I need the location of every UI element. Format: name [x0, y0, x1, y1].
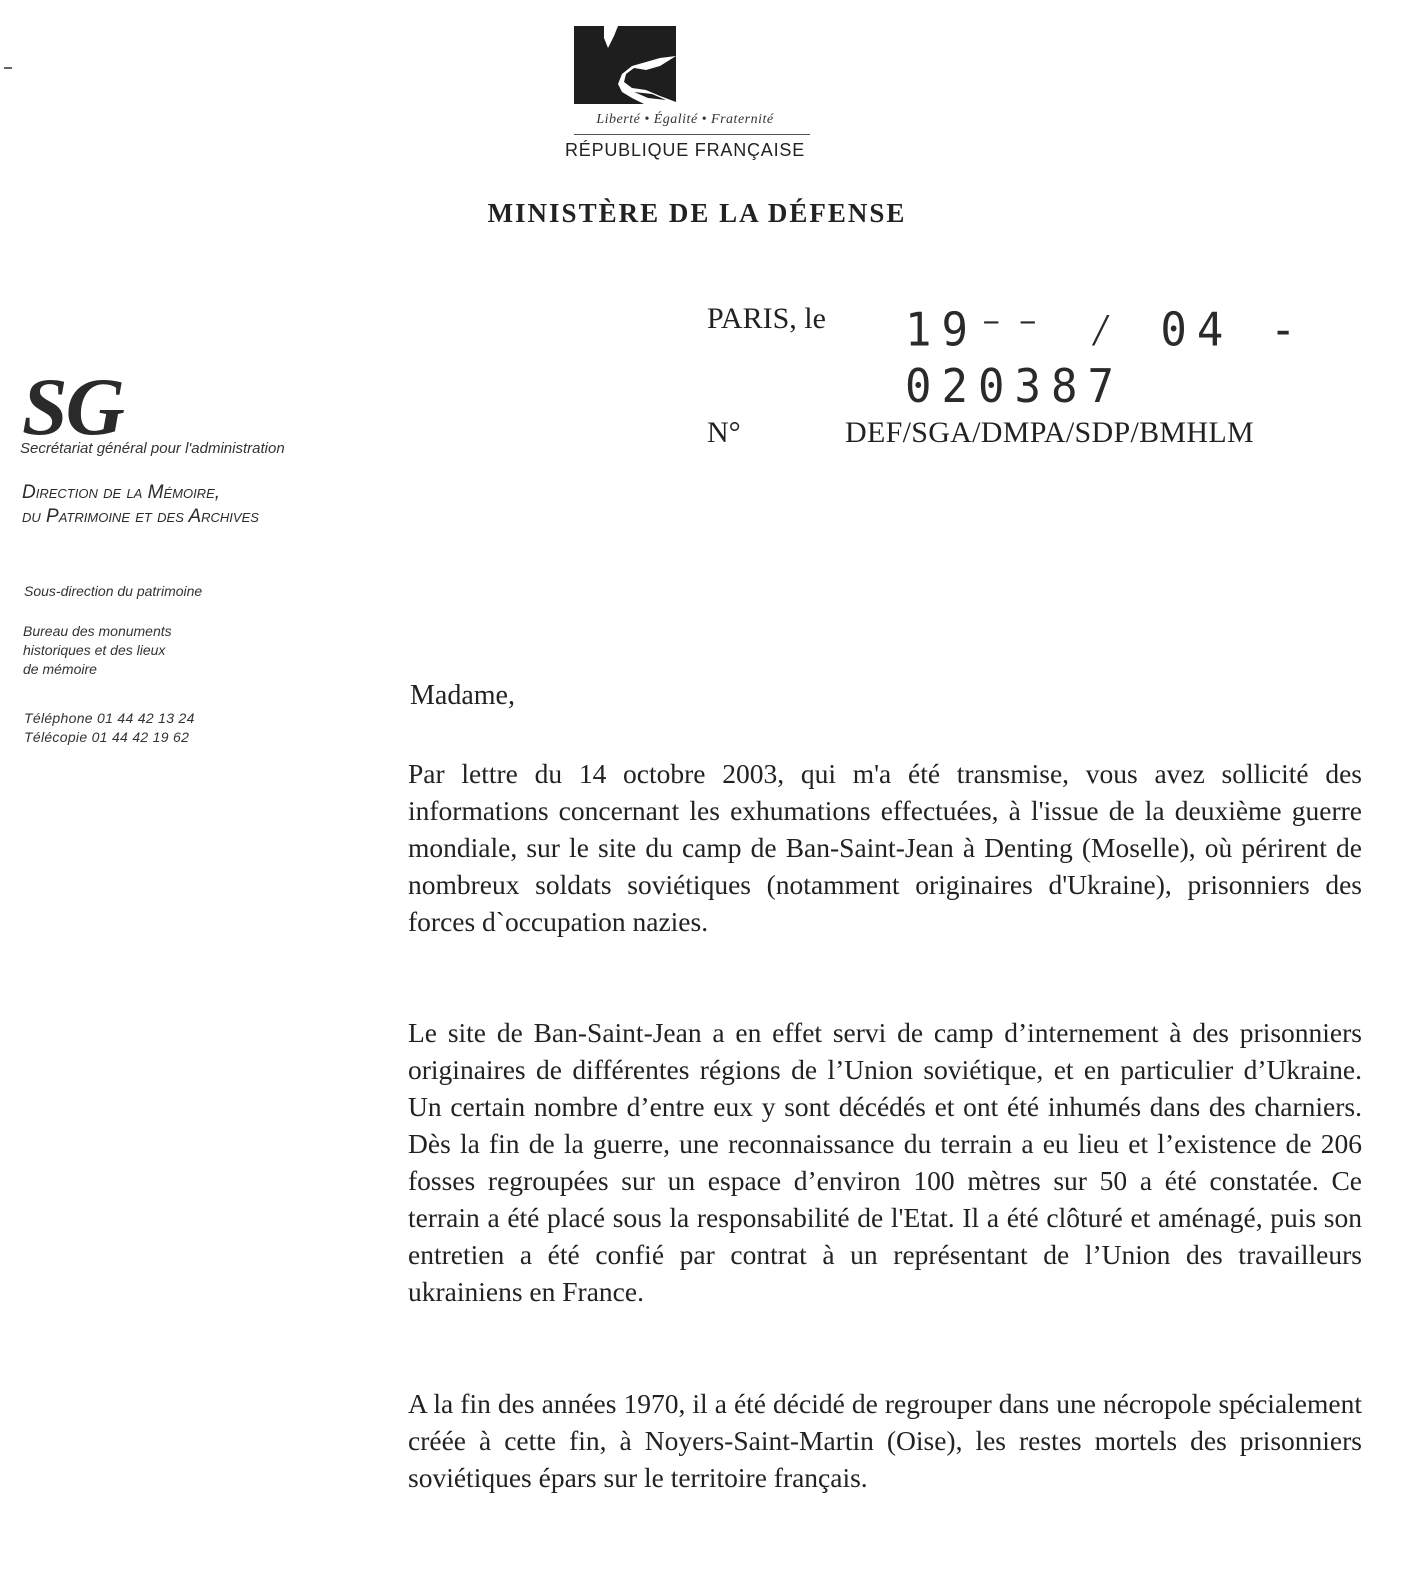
bureau-line: de mémoire	[23, 661, 97, 677]
direction-line: du Patrimoine et des Archives	[22, 506, 259, 527]
body-paragraph: Le site de Ban-Saint-Jean a en effet servi de camp d’internement à des prisonniers originaires de différentes régions de l’Union soviétique, et en particulier d’Ukraine. Un certain nombre d’entre eux y sont décédés et ont été inhumés dans des charniers. Dès la fin de la guerre, une reconnaissance du terrain a eu lieu et l’existence de 206 fosses regroupées sur un espace d’environ 100 mètres sur 50 a été constatée. Ce terrain a été placé sous la responsabilité de l'Etat. Il a été clôturé et aménagé, puis son entretien a été confié par contrat à un représentant de l’Union des travailleurs ukrainiens en France.	[408, 1017, 1362, 1307]
motto-divider	[574, 134, 810, 135]
salutation: Madame,	[410, 680, 515, 711]
direction-block	[22, 481, 259, 529]
telephone-line: Téléphone 01 44 42 13 24	[24, 710, 195, 726]
contact-block	[24, 709, 195, 747]
date-place-label: PARIS, le	[707, 302, 826, 335]
body-paragraph: A la fin des années 1970, il a été décidé de regrouper dans une nécropole spécialement créée à cette fin, à Noyers-Saint-Martin (Oise), les restes mortels des prisonniers soviétiques épars sur le territoire français.	[408, 1388, 1362, 1493]
sg-acronym: SG	[22, 361, 123, 452]
reference-label: N°	[707, 416, 741, 449]
bureau-block	[23, 622, 172, 679]
republic-motto: Liberté • Égalité • Fraternité	[596, 112, 774, 127]
sg-full-name: Secrétariat général pour l'administration	[20, 440, 285, 457]
body-paragraph: Par lettre du 14 octobre 2003, qui m'a été transmise, vous avez sollicité des informations concernant les exhumations effectuées, à l'issue de la deuxième guerre mondiale, sur le site du camp de Ban-Saint-Jean à Denting (Moselle), où périrent de nombreux soldats soviétiques (notamment originaires d'Ukraine), prisonniers des forces d`occupation nazies.	[408, 758, 1362, 937]
ministry-title: MINISTÈRE DE LA DÉFENSE	[487, 198, 907, 228]
scan-speck	[4, 67, 12, 69]
date-stamp: 19⁻⁻ ⁄ 04 - 020387	[905, 303, 1307, 414]
sous-direction-label: Sous-direction du patrimoine	[24, 583, 203, 599]
bureau-line: historiques et des lieux	[23, 642, 166, 658]
republique-francaise-label: RÉPUBLIQUE FRANÇAISE	[564, 140, 806, 160]
reference-number: DEF/SGA/DMPA/SDP/BMHLM	[845, 416, 1254, 449]
bureau-line: Bureau des monuments	[23, 623, 172, 639]
marianne-logo-icon	[574, 26, 676, 104]
telecopie-line: Télécopie 01 44 42 19 62	[24, 729, 190, 745]
direction-line: Direction de la Mémoire,	[22, 482, 221, 503]
